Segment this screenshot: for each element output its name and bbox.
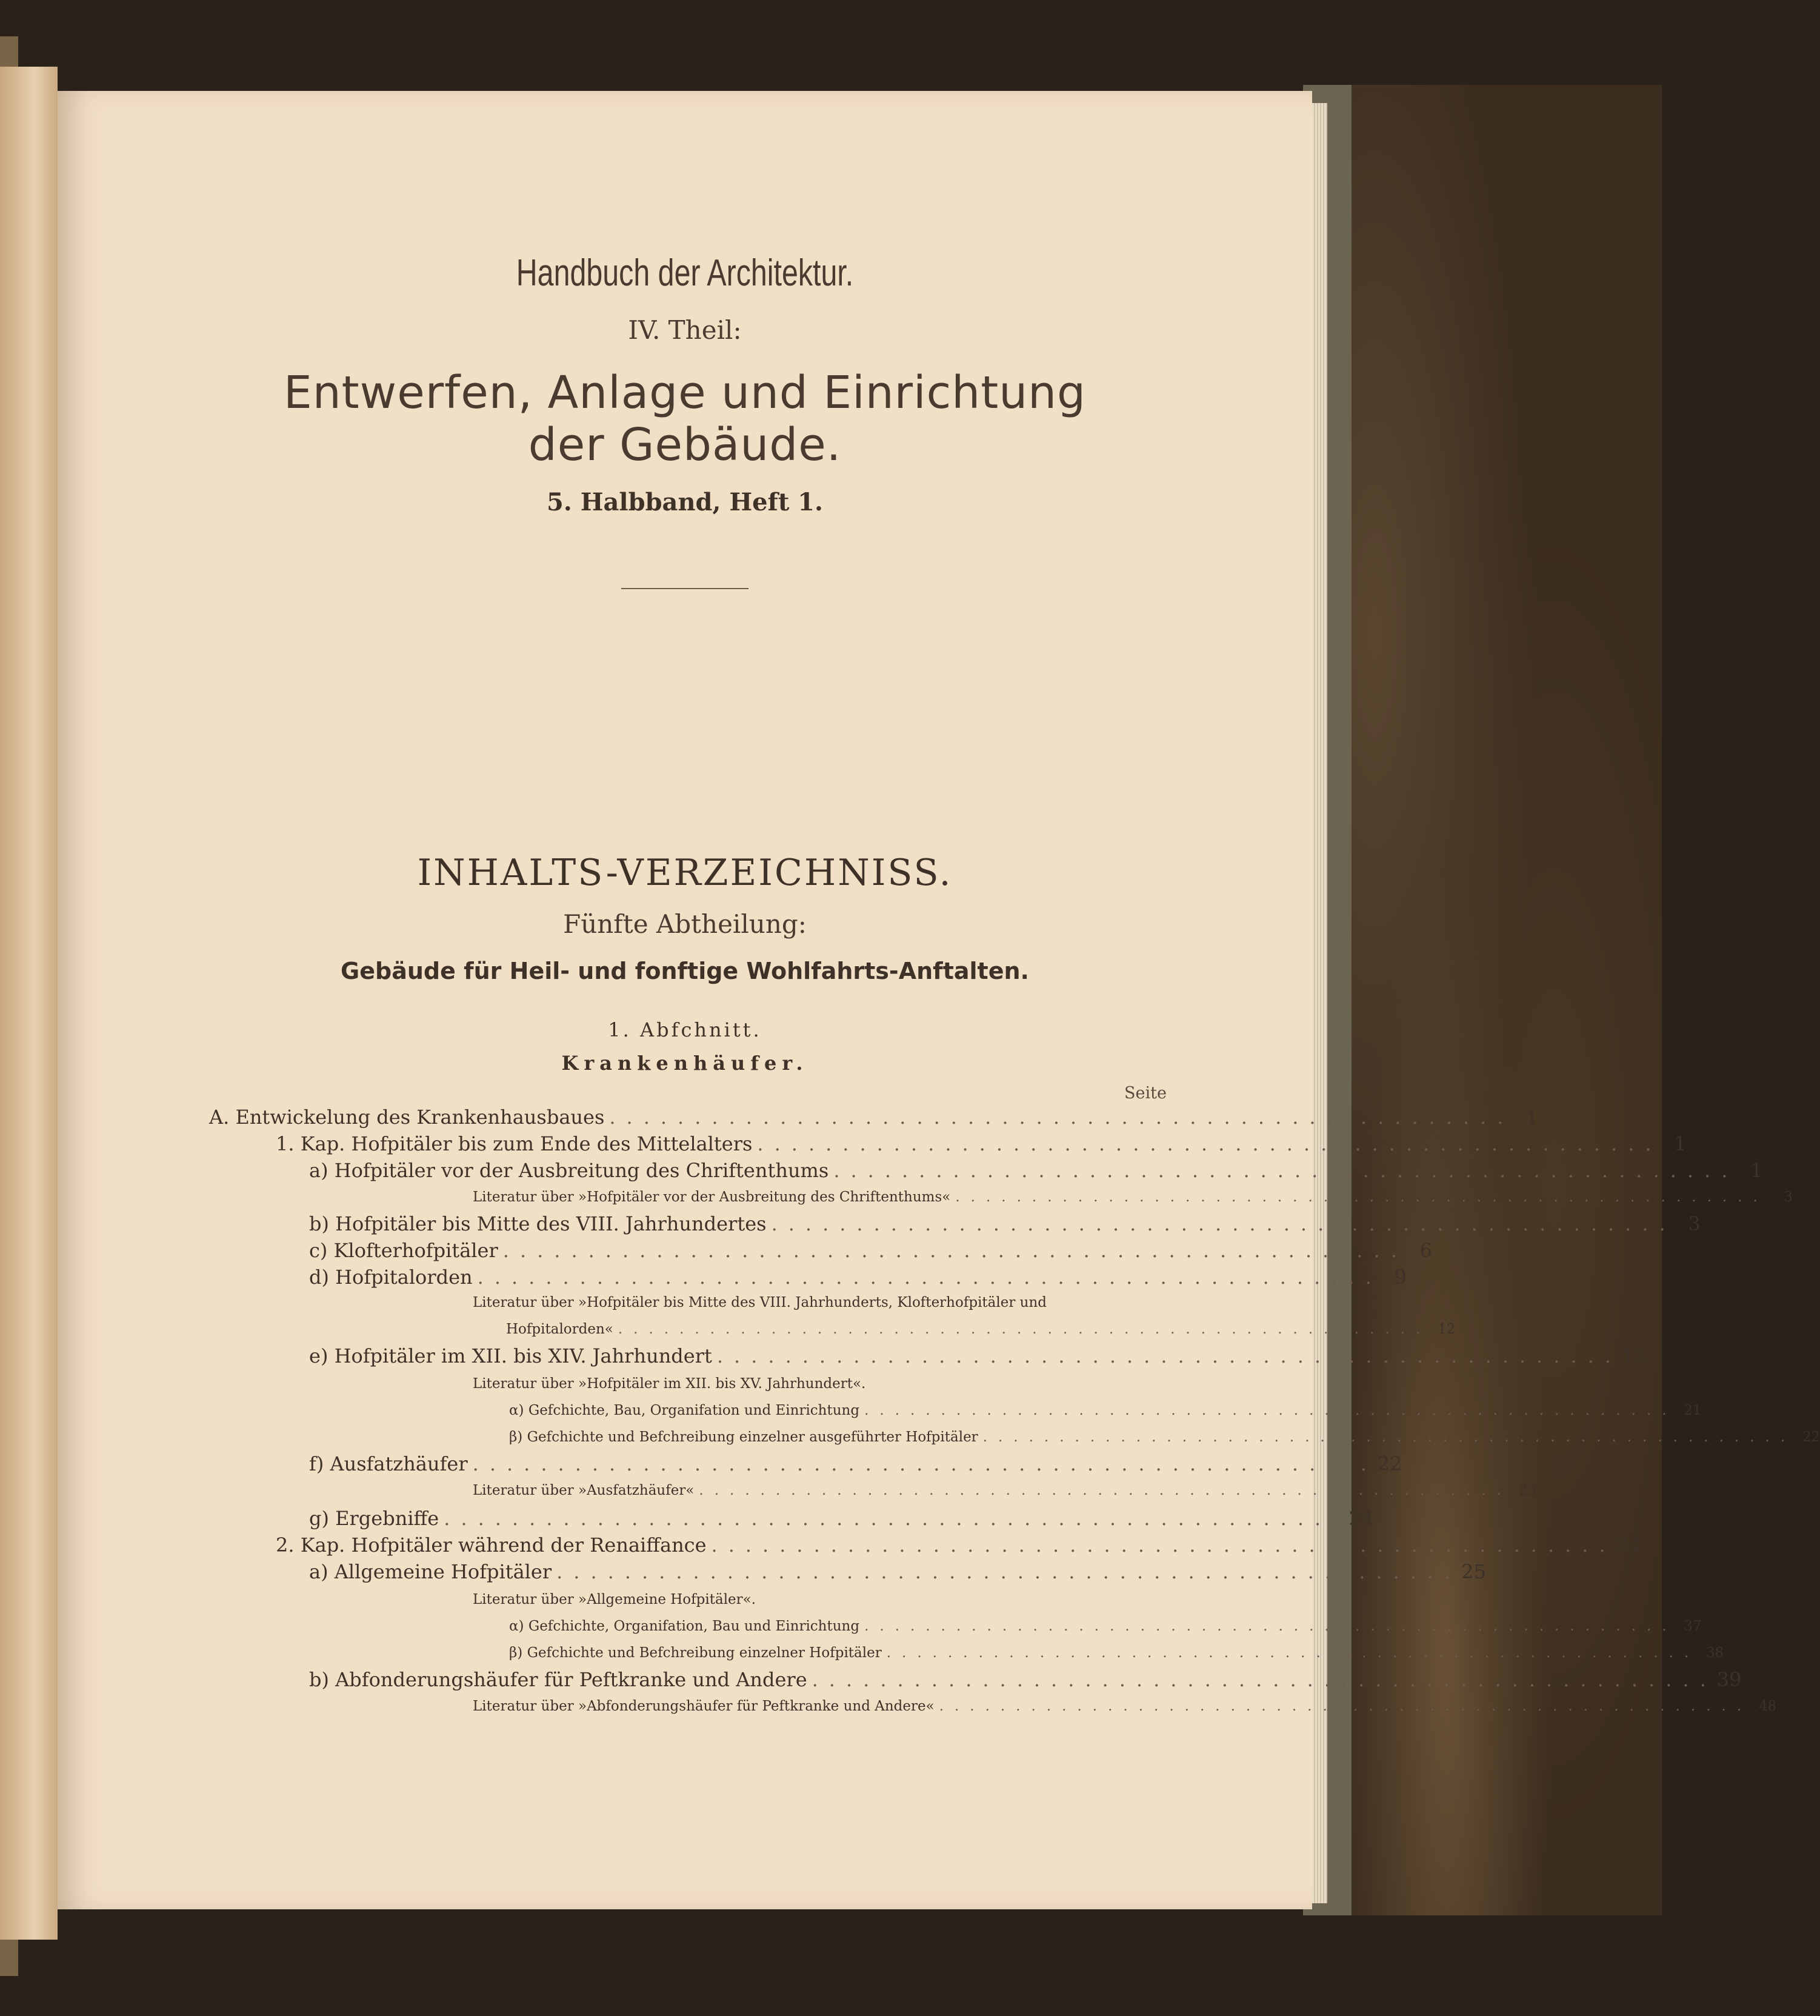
leader-dots: ..................................................... xyxy=(833,1159,1739,1182)
toc-entry-page: 1 xyxy=(1526,1106,1539,1129)
toc-entry-label: b) Abfonderungshäufer für Peftkranke und Andere xyxy=(309,1668,807,1691)
leader-dots: ..................................................... xyxy=(886,1645,1700,1661)
toc-entry-label: g) Ergebniffe xyxy=(309,1507,439,1530)
toc-entry-page: 22 xyxy=(1377,1452,1402,1475)
leader-dots: ..................................................... xyxy=(699,1483,1512,1498)
toc-entry-label: Literatur über »Allgemeine Hofpitäler«. xyxy=(473,1592,756,1607)
toc-entry-label: a) Allgemeine Hofpitäler xyxy=(309,1560,552,1583)
book-page xyxy=(58,91,1820,1909)
toc-entry xyxy=(473,1189,1793,1205)
leader-dots: ..................................................... xyxy=(864,1618,1678,1634)
toc-entry-page: 6 xyxy=(1419,1239,1432,1262)
leader-dots: ..................................................... xyxy=(771,1212,1676,1235)
toc-entry-page: 48 xyxy=(1758,1698,1777,1714)
toc-entry xyxy=(509,1429,1820,1445)
leader-dots: ..................................................... xyxy=(472,1452,1378,1475)
toc-entry xyxy=(309,1668,1742,1691)
toc-entry xyxy=(509,1618,1702,1634)
toc-entry xyxy=(309,1560,1486,1583)
toc-entry-label: α) Gefchichte, Organifation, Bau und Einrichtung xyxy=(509,1618,860,1634)
leader-dots: ..................................................... xyxy=(939,1698,1753,1714)
book-cover xyxy=(1303,85,1662,1915)
toc-entry-page: 38 xyxy=(1705,1645,1724,1661)
divider-rule xyxy=(621,588,748,589)
leader-dots: ..................................................... xyxy=(609,1106,1515,1129)
toc-entry-label: Literatur über »Hofpitäler bis Mitte des VIII. Jahrhunderts, Klofterhofpitäler und xyxy=(473,1295,1047,1310)
section-label: 1. Abfchnitt. xyxy=(608,1018,762,1041)
contents-title: INHALTS-VERZEICHNISS. xyxy=(417,852,953,894)
toc-entry-page: 9 xyxy=(1394,1266,1407,1289)
toc-entry-page: 12 xyxy=(1438,1321,1456,1337)
toc-entry-label: Literatur über »Hofpitäler vor der Ausbreitung des Chriftenthums« xyxy=(473,1189,951,1205)
toc-entry-label: Literatur über »Ausfatzhäufer« xyxy=(473,1483,695,1498)
toc-entry-label: β) Gefchichte und Befchreibung einzelner Hofpitäler xyxy=(509,1645,882,1661)
toc-entry-page: 1 xyxy=(1750,1159,1763,1182)
toc-entry xyxy=(473,1483,1536,1498)
subject-title xyxy=(58,367,1312,471)
toc-entry-label: β) Gefchichte und Befchreibung einzelner ausgeführter Hofpitäler xyxy=(509,1429,978,1445)
leader-dots: ..................................................... xyxy=(556,1560,1462,1583)
toc-entry-page: 3 xyxy=(1784,1189,1793,1205)
toc-entry-page: 24 xyxy=(1348,1507,1374,1530)
toc-entry-page: 3 xyxy=(1688,1212,1701,1235)
division-title: Gebäude für Heil- und fonftige Wohlfahrts-Anftalten. xyxy=(341,958,1029,984)
toc-entry xyxy=(276,1534,1641,1557)
division-label: Fünfte Abtheilung: xyxy=(563,909,807,939)
toc-entry xyxy=(309,1507,1374,1530)
toc-entry xyxy=(509,1645,1724,1661)
toc-entry-label: d) Hofpitalorden xyxy=(309,1266,473,1289)
toc-entry-page: 37 xyxy=(1684,1618,1702,1634)
toc-entry-label: e) Hofpitäler im XII. bis XIV. Jahrhundert xyxy=(309,1344,712,1367)
toc-entry-label: 2. Kap. Hofpitäler während der Renaiffance xyxy=(276,1534,707,1557)
leader-dots: ..................................................... xyxy=(812,1668,1717,1691)
toc-entry-label: Literatur über »Hofpitäler im XII. bis XV. Jahrhundert«. xyxy=(473,1376,866,1392)
toc-entry-page: 21 xyxy=(1684,1403,1702,1418)
toc-entry xyxy=(309,1344,1647,1367)
toc-entry-label: α) Gefchichte, Bau, Organifation und Einrichtung xyxy=(509,1403,860,1418)
toc-entry xyxy=(509,1403,1702,1418)
facing-page-edge xyxy=(0,67,58,1940)
volume-label: 5. Halbband, Heft 1. xyxy=(547,488,823,516)
toc-entry-label: Hofpitalorden« xyxy=(506,1321,613,1337)
part-label: IV. Theil: xyxy=(628,315,742,345)
toc-entry xyxy=(506,1321,1456,1337)
toc-entry xyxy=(309,1239,1432,1262)
leader-dots: ..................................................... xyxy=(982,1429,1796,1445)
toc-entry xyxy=(309,1159,1763,1182)
leader-dots: ..................................................... xyxy=(711,1534,1616,1557)
leader-dots: ..................................................... xyxy=(477,1266,1382,1289)
toc-entry-label: Literatur über »Abfonderungshäufer für Peftkranke und Andere« xyxy=(473,1698,935,1714)
toc-entry xyxy=(473,1698,1777,1714)
leader-dots: ..................................................... xyxy=(716,1344,1622,1367)
toc-entry-page: 25 xyxy=(1461,1560,1486,1583)
page-column-header: Seite xyxy=(1124,1084,1167,1103)
subject-line-2: der Gebäude. xyxy=(528,419,842,471)
toc-entry-page: 1 xyxy=(1674,1132,1687,1155)
toc-entry-label: 1. Kap. Hofpitäler bis zum Ende des Mittelalters xyxy=(276,1132,753,1155)
toc-entry-page: 23 xyxy=(1518,1483,1536,1498)
toc-entry-label: c) Klofterhofpitäler xyxy=(309,1239,498,1262)
leader-dots: ..................................................... xyxy=(502,1239,1408,1262)
toc-entry-label: a) Hofpitäler vor der Ausbreitung des Chriftenthums xyxy=(309,1159,829,1182)
leader-dots: ..................................................... xyxy=(618,1321,1432,1337)
section-title: Krankenhäufer. xyxy=(561,1052,808,1075)
toc-entry-page: 24 xyxy=(1616,1534,1641,1557)
toc-entry-label: f) Ausfatzhäufer xyxy=(309,1452,468,1475)
toc-entry xyxy=(309,1266,1407,1289)
toc-entry-page: 39 xyxy=(1716,1668,1742,1691)
leader-dots: ..................................................... xyxy=(757,1132,1662,1155)
toc-entry xyxy=(209,1106,1539,1129)
toc-entry xyxy=(276,1132,1687,1155)
leader-dots: ..................................................... xyxy=(955,1189,1768,1205)
toc-entry xyxy=(309,1452,1402,1475)
toc-entry xyxy=(309,1212,1701,1235)
toc-entry-label: b) Hofpitäler bis Mitte des VIII. Jahrhundertes xyxy=(309,1212,767,1235)
subject-line-1: Entwerfen, Anlage und Einrichtung xyxy=(284,367,1086,419)
leader-dots: ..................................................... xyxy=(864,1403,1678,1418)
toc-entry-label: A. Entwickelung des Krankenhausbaues xyxy=(209,1106,605,1129)
leader-dots: ..................................................... xyxy=(444,1507,1349,1530)
toc-entry-page: 22 xyxy=(1802,1429,1820,1445)
toc-entry-page: 13 xyxy=(1621,1344,1647,1367)
series-title: Handbuch der Architektur. xyxy=(516,252,854,294)
